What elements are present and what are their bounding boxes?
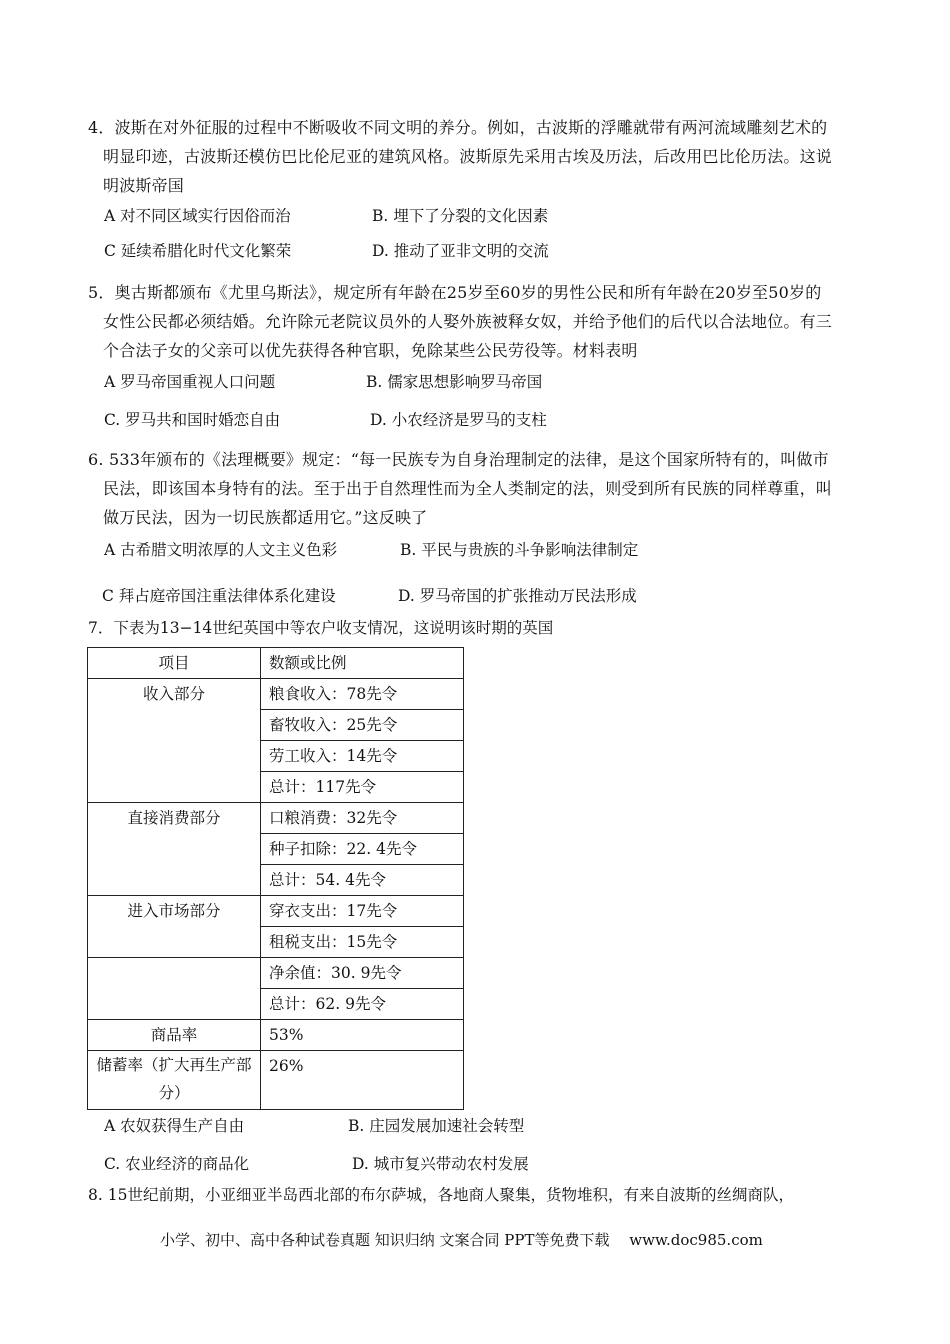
q4-option-b[interactable]: B. 埋下了分裂的文化因素 bbox=[372, 207, 549, 225]
question-5-line-1: 5．奥古斯都颁布《尤里乌斯法》，规定所有年龄在25岁至60岁的男性公民和所有年龄在20岁至50岁的 bbox=[88, 283, 822, 302]
question-5-line-3: 个合法子女的父亲可以优先获得各种官职，免除某些公民劳役等。材料表明 bbox=[103, 341, 638, 360]
table-row bbox=[88, 679, 464, 710]
table-cell: 畜牧收入：25先令 bbox=[261, 710, 464, 741]
market-label: 进入市场部分 bbox=[88, 896, 261, 958]
q6-option-c[interactable]: C 拜占庭帝国注重法律体系化建设 bbox=[102, 587, 336, 605]
table-cell: 总计：54. 4先令 bbox=[261, 865, 464, 896]
question-4-line-1: 4．波斯在对外征服的过程中不断吸收不同文明的养分。例如，古波斯的浮雕就带有两河流域雕刻艺术的 bbox=[88, 118, 828, 137]
table-row bbox=[88, 896, 464, 927]
table-row bbox=[88, 958, 464, 989]
table-cell: 总计：117先令 bbox=[261, 772, 464, 803]
saving-value: 26% bbox=[261, 1051, 464, 1110]
table-header-row bbox=[88, 648, 464, 679]
q6-option-d[interactable]: D. 罗马帝国的扩张推动万民法形成 bbox=[398, 587, 637, 605]
q5-option-a[interactable]: A 罗马帝国重视人口问题 bbox=[104, 373, 276, 391]
q5-option-b[interactable]: B. 儒家思想影响罗马帝国 bbox=[366, 373, 543, 391]
table-cell: 租税支出：15先令 bbox=[261, 927, 464, 958]
question-6-line-3: 做万民法，因为一切民族都适用它。”这反映了 bbox=[103, 508, 428, 527]
q5-option-c[interactable]: C. 罗马共和国时婚恋自由 bbox=[104, 411, 281, 429]
consume-label: 直接消费部分 bbox=[88, 803, 261, 896]
page-footer: 小学、初中、高中各种试卷真题 知识归纳 文案合同 PPT等免费下载 www.doc985.com bbox=[160, 1231, 763, 1249]
income-label: 收入部分 bbox=[88, 679, 261, 803]
q4-option-d[interactable]: D. 推动了亚非文明的交流 bbox=[372, 242, 549, 260]
table-cell: 劳工收入：14先令 bbox=[261, 741, 464, 772]
rate-label: 商品率 bbox=[88, 1020, 261, 1051]
q7-option-d[interactable]: D. 城市复兴带动农村发展 bbox=[352, 1155, 529, 1173]
table-cell: 粮食收入：78先令 bbox=[261, 679, 464, 710]
q7-option-c[interactable]: C. 农业经济的商品化 bbox=[104, 1155, 250, 1173]
q6-option-b[interactable]: B. 平民与贵族的斗争影响法律制定 bbox=[400, 541, 639, 559]
table-row bbox=[88, 1051, 464, 1110]
q5-option-d[interactable]: D. 小农经济是罗马的支柱 bbox=[370, 411, 547, 429]
question-5 bbox=[88, 278, 868, 365]
question-4 bbox=[88, 113, 868, 200]
table-cell: 总计：62. 9先令 bbox=[261, 989, 464, 1020]
rate-value: 53% bbox=[261, 1020, 464, 1051]
table-header-amount: 数额或比例 bbox=[261, 648, 464, 679]
question-6-line-2: 民法，即该国本身特有的法。至于出于自然理性而为全人类制定的法，则受到所有民族的同样尊重，叫 bbox=[103, 479, 833, 498]
table-cell: 种子扣除：22. 4先令 bbox=[261, 834, 464, 865]
question-4-line-3: 明波斯帝国 bbox=[103, 176, 185, 195]
table-row bbox=[88, 1020, 464, 1051]
table-header-item: 项目 bbox=[88, 648, 261, 679]
q4-option-c[interactable]: C 延续希腊化时代文化繁荣 bbox=[104, 242, 292, 260]
table-cell: 净余值：30. 9先令 bbox=[261, 958, 464, 989]
saving-label: 储蓄率（扩大再生产部分） bbox=[88, 1051, 261, 1110]
q7-option-b[interactable]: B. 庄园发展加速社会转型 bbox=[348, 1117, 525, 1135]
question-8-line-1: 8. 15世纪前期，小亚细亚半岛西北部的布尔萨城，各地商人聚集，货物堆积，有来自波斯的丝绸商队， bbox=[88, 1186, 794, 1204]
question-5-line-2: 女性公民都必须结婚。允许除元老院议员外的人娶外族被释女奴，并给予他们的后代以合法地位。有三 bbox=[103, 312, 833, 331]
q7-option-a[interactable]: A 农奴获得生产自由 bbox=[104, 1117, 245, 1135]
table-cell: 穿衣支出：17先令 bbox=[261, 896, 464, 927]
income-expense-table bbox=[87, 647, 464, 1110]
question-4-line-2: 明显印迹，古波斯还模仿巴比伦尼亚的建筑风格。波斯原先采用古埃及历法，后改用巴比伦历法。这说 bbox=[103, 147, 833, 166]
table-row bbox=[88, 803, 464, 834]
table-cell: 口粮消费：32先令 bbox=[261, 803, 464, 834]
q4-option-a[interactable]: A 对不同区域实行因俗而治 bbox=[104, 207, 291, 225]
question-6 bbox=[88, 445, 868, 532]
question-7-stem: 7．下表为13−14世纪英国中等农户收支情况，这说明该时期的英国 bbox=[88, 619, 554, 637]
question-6-line-1: 6. 533年颁布的《法理概要》规定：“每一民族专为自身治理制定的法律，是这个国家所特有的，叫做市 bbox=[88, 450, 829, 469]
empty-cell bbox=[88, 958, 261, 1020]
q6-option-a[interactable]: A 古希腊文明浓厚的人文主义色彩 bbox=[104, 541, 338, 559]
